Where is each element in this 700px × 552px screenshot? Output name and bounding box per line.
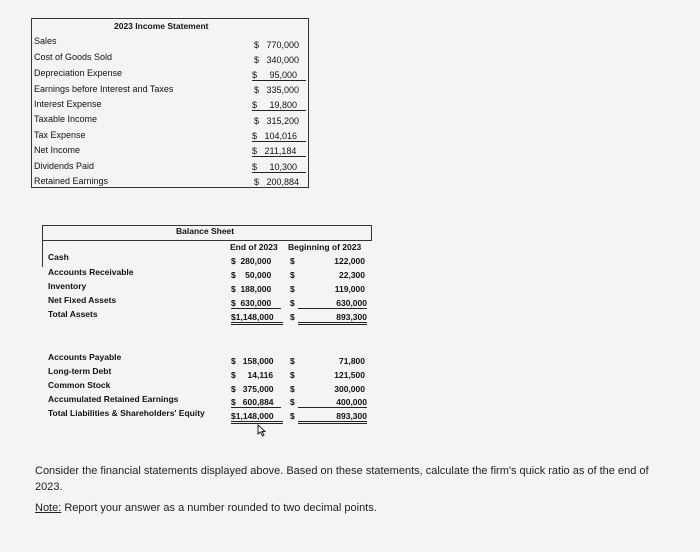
income-value-tax: $ 104,016 (252, 131, 306, 142)
asset-begin-inventory: 119,000 (334, 284, 365, 294)
asset-end-cash: $ 280,000 (231, 256, 272, 266)
liab-dollar-3: $ (290, 384, 295, 394)
liab-end-ap: $ 158,000 (231, 356, 274, 366)
liab-label-cs: Common Stock (48, 380, 111, 390)
asset-dollar-4: $ (290, 298, 295, 308)
asset-label-nfa: Net Fixed Assets (48, 295, 117, 305)
asset-begin-nfa: 630,000 (298, 298, 367, 309)
asset-dollar-2: $ (290, 270, 295, 280)
liab-label-ap: Accounts Payable (48, 352, 122, 362)
liab-begin-ap: 71,800 (339, 356, 365, 366)
asset-end-ar: $ 50,000 (231, 270, 272, 280)
asset-dollar-1: $ (290, 256, 295, 266)
liab-label-total: Total Liabilities & Shareholders' Equity (48, 408, 205, 418)
liab-begin-are: 400,000 (298, 397, 367, 408)
asset-begin-ar: 22,300 (339, 270, 365, 280)
income-label-ebit: Earnings before Interest and Taxes (34, 84, 174, 94)
liab-label-ltd: Long-term Debt (48, 366, 112, 376)
asset-begin-cash: 122,000 (334, 256, 365, 266)
income-label-depreciation: Depreciation Expense (34, 68, 123, 78)
balance-left-rule (42, 239, 43, 267)
balance-title: Balance Sheet (176, 226, 235, 236)
asset-dollar-5: $ (290, 312, 295, 322)
income-value-taxable: $ 315,200 (254, 116, 300, 126)
income-value-net: $ 211,184 (252, 146, 306, 157)
income-value-cogs: $ 340,000 (254, 55, 300, 65)
liab-begin-ltd: 121,500 (334, 370, 365, 380)
income-label-dividends: Dividends Paid (34, 161, 95, 171)
asset-label-cash: Cash (48, 252, 69, 262)
liab-begin-total: 893,300 (298, 411, 367, 424)
income-value-ebit: $ 335,000 (254, 85, 300, 95)
liab-dollar-5: $ (290, 411, 295, 421)
liab-end-ltd: $ 14,116 (231, 370, 274, 380)
asset-label-inventory: Inventory (48, 281, 87, 291)
note-text: Report your answer as a number rounded to two decimal points. (61, 502, 377, 514)
income-value-retained: $ 200,884 (254, 177, 300, 187)
liab-begin-cs: 300,000 (334, 384, 365, 394)
asset-label-ar: Accounts Receivable (48, 267, 134, 277)
income-label-sales: Sales (34, 36, 57, 46)
asset-dollar-3: $ (290, 284, 295, 294)
income-label-cogs: Cost of Goods Sold (34, 52, 113, 62)
income-value-sales: $ 770,000 (254, 40, 300, 50)
income-label-taxable: Taxable Income (34, 114, 98, 124)
income-label-tax: Tax Expense (34, 130, 86, 140)
asset-end-nfa: $ 630,000 (231, 298, 281, 309)
question-text: Consider the financial statements displayed above. Based on these statements, calculate the firm's quick ratio as of the end of 2023. (35, 465, 649, 493)
income-label-net: Net Income (34, 145, 81, 155)
income-label-retained: Retained Earnings (34, 176, 109, 186)
liab-dollar-4: $ (290, 397, 295, 407)
col-header-end: End of 2023 (230, 242, 278, 252)
col-header-begin: Beginning of 2023 (288, 242, 362, 252)
liab-dollar-1: $ (290, 356, 295, 366)
income-value-dividends: $ 10,300 (252, 162, 306, 173)
income-value-depreciation: $ 95,000 (252, 70, 306, 81)
question-note (35, 502, 377, 514)
note-label: Note: (35, 502, 62, 514)
asset-begin-total: 893,300 (298, 312, 367, 325)
income-value-interest: $ 19,800 (252, 100, 306, 111)
income-label-interest: Interest Expense (34, 99, 102, 109)
liab-dollar-2: $ (290, 370, 295, 380)
liab-label-are: Accumulated Retained Earnings (48, 394, 179, 404)
asset-end-total: $1,148,000 (231, 312, 283, 325)
income-title: 2023 Income Statement (114, 21, 209, 31)
liab-end-are: $ 600,884 (231, 397, 281, 408)
mouse-cursor-icon (257, 424, 266, 437)
liab-end-cs: $ 375,000 (231, 384, 274, 394)
liab-end-total: $1,148,000 (231, 411, 283, 424)
asset-end-inventory: $ 188,000 (231, 284, 272, 294)
asset-label-total: Total Assets (48, 309, 98, 319)
